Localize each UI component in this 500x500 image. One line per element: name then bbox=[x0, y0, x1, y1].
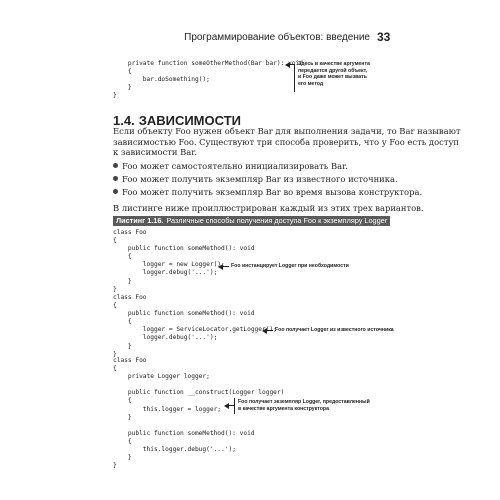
bullet-dot-icon bbox=[113, 163, 118, 168]
paragraph-line: Если объекту Foo нужен объект Bar для выполнения задачи, то Bar называют bbox=[113, 126, 461, 136]
outro-paragraph: В листинге ниже проиллюстрирован каждый из этих трех вариантов. bbox=[113, 203, 424, 213]
bullet-item: Foo может получить экземпляр Bar из известного источника. bbox=[113, 173, 393, 186]
code-line: private function someOtherMethod(Bar bar): void bbox=[113, 60, 303, 67]
annotation-arrow bbox=[263, 330, 273, 331]
intro-paragraph bbox=[113, 126, 461, 158]
running-header bbox=[0, 30, 500, 48]
annotation-arrow bbox=[219, 266, 229, 267]
listing-number: Листинг 1.16. bbox=[116, 216, 164, 225]
bullet-dot-icon bbox=[113, 176, 118, 181]
code-line: { bbox=[113, 68, 132, 76]
annotation-bracket bbox=[294, 64, 295, 92]
section-number: 1.4. bbox=[113, 113, 135, 128]
annotation-arrow bbox=[225, 405, 234, 406]
annotation-text-3: Foo получает экземпляр Logger, предоставленный в качестве аргумента конструктора bbox=[238, 399, 370, 412]
listing-caption-bar bbox=[113, 216, 390, 226]
bullet-item: Foo может получить экземпляр Bar во время вызова конструктора. bbox=[113, 186, 393, 199]
paragraph-line: зависимостью Foo. Существуют три способа проверить, что у Foo есть доступ bbox=[113, 136, 459, 147]
annotation-text-top: Здесь в качестве аргумента передается другой объект, и Foo даже может вызвать его метод bbox=[298, 61, 370, 87]
code-block-3: class Foo { private Logger logger; public function __construct(Logger logger) { this.logger = logger; } public function someMethod(): void { this.logger.debug('...'); } } bbox=[113, 357, 285, 470]
code-line: bar.doSomething(); bbox=[113, 76, 210, 84]
section-title: ЗАВИСИМОСТИ bbox=[138, 113, 241, 128]
running-title: Программирование объектов: введение bbox=[184, 32, 370, 43]
annotation-text-1: Foo инстанцирует Logger при необходимости bbox=[231, 263, 349, 269]
annotation-text-2: Foo получает Logger из известного источника bbox=[275, 327, 394, 333]
code-block-2: class Foo { public function someMethod(): void { logger = ServiceLocator.getLogger(); logger.debug('...'); } } bbox=[113, 294, 277, 358]
bullet-dot-icon bbox=[113, 189, 118, 194]
code-block-1: class Foo { public function someMethod(): void { logger = new Logger(); logger.debug('...'); } } bbox=[113, 229, 255, 293]
annotation-arrow bbox=[286, 64, 294, 65]
code-block-top bbox=[113, 60, 303, 100]
paragraph-line: к зависимости Bar. bbox=[113, 147, 198, 158]
bullet-item: Foo может самостоятельно инициализировать Bar. bbox=[113, 160, 393, 173]
bullet-list bbox=[113, 160, 423, 199]
listing-caption: Различные способы получения доступа Foo к экземпляру Logger bbox=[166, 216, 388, 225]
page-number: 33 bbox=[377, 30, 391, 44]
code-line: } bbox=[113, 92, 117, 100]
annotation-bracket bbox=[234, 398, 235, 414]
code-line: } bbox=[113, 84, 132, 92]
